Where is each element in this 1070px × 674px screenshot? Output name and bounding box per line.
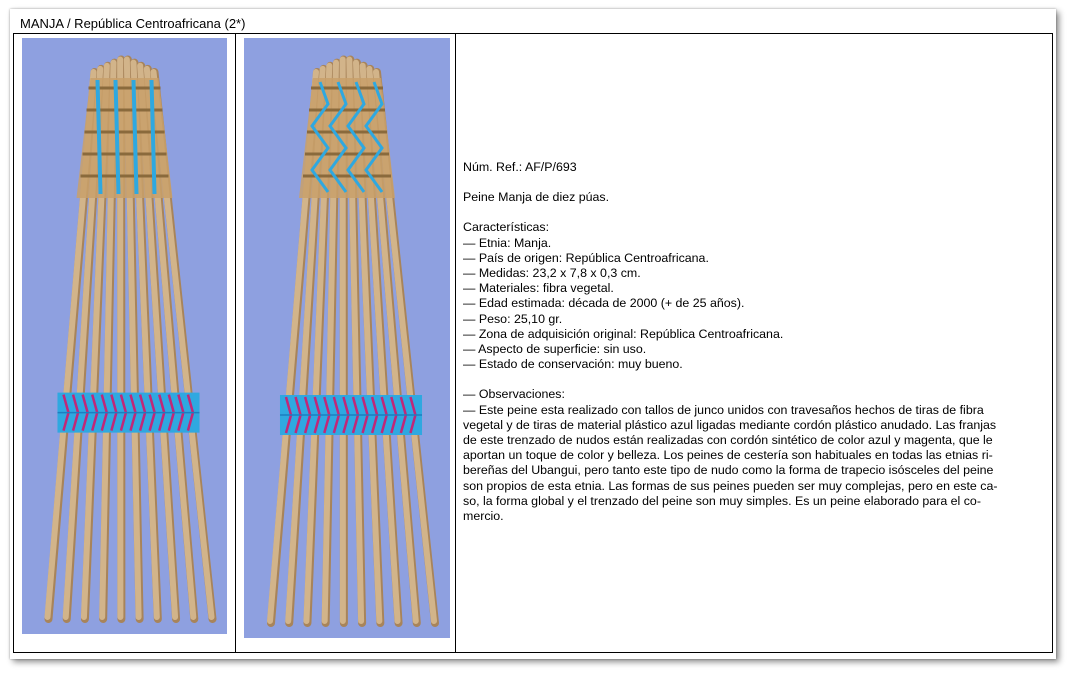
- feature-line: — Aspecto de superficie: sin uso.: [463, 342, 647, 357]
- upper-weave-band: [77, 78, 173, 198]
- comb-photo-front: [22, 38, 227, 634]
- comb-photo-back: [244, 38, 450, 638]
- features-list: [463, 236, 1041, 373]
- observation-line: bereñas del Ubangui, pero tanto este tipo de nudo como la forma de trapecio isósceles del peine: [463, 463, 994, 478]
- feature-line: — Estado de conservación: muy bueno.: [463, 357, 683, 372]
- feature-line: — País de origen: República Centroafricana.: [463, 250, 709, 265]
- feature-line: — Peso: 25,10 gr.: [463, 311, 563, 326]
- photo-cell-front: [14, 34, 236, 652]
- observation-line: vegetal y de tiras de material plástico azul ligadas mediante cordón plástico anudado. Las franjas: [463, 417, 997, 432]
- observation-line: aportan un toque de color y belleza. Los peines de cestería son habituales en todas las etnias ri-: [463, 448, 993, 463]
- observation-line: mercio.: [463, 509, 504, 524]
- observations-heading: — Observaciones:: [463, 387, 565, 402]
- catalog-table: [13, 33, 1053, 653]
- feature-line: — Etnia: Manja.: [463, 235, 552, 250]
- feature-line: — Edad estimada: década de 2000 (+ de 25 años).: [463, 296, 745, 311]
- observation-line: so, la forma global y el trenzado del peine son muy simples. Es un peine elaborado para el co-: [463, 493, 981, 508]
- features-heading: Características:: [463, 220, 550, 235]
- feature-line: — Zona de adquisición original: República Centroafricana.: [463, 326, 784, 341]
- feature-line: — Materiales: fibra vegetal.: [463, 281, 614, 296]
- document-sheet: [10, 9, 1056, 659]
- reference-number: Núm. Ref.: AF/P/693: [463, 160, 577, 174]
- description-text: [463, 160, 1041, 524]
- observation-line: de este trenzado de nudos están realizadas con cordón sintético de color azul y magenta, que le: [463, 433, 993, 448]
- observation-line: — Este peine esta realizado con tallos de junco unidos con travesaños hechos de tiras de fibra: [463, 402, 984, 417]
- observations-text: [463, 403, 1041, 525]
- page-title: MANJA / República Centroafricana (2*): [20, 16, 246, 31]
- feature-line: — Medidas: 23,2 x 7,8 x 0,3 cm.: [463, 266, 641, 281]
- description-cell: [456, 34, 1052, 652]
- photo-cell-back: [236, 34, 456, 652]
- observation-line: son propios de esta etnia. Las formas de sus peines pueden ser muy complejas, pero en este ca-: [463, 478, 998, 493]
- object-summary: Peine Manja de diez púas.: [463, 190, 610, 205]
